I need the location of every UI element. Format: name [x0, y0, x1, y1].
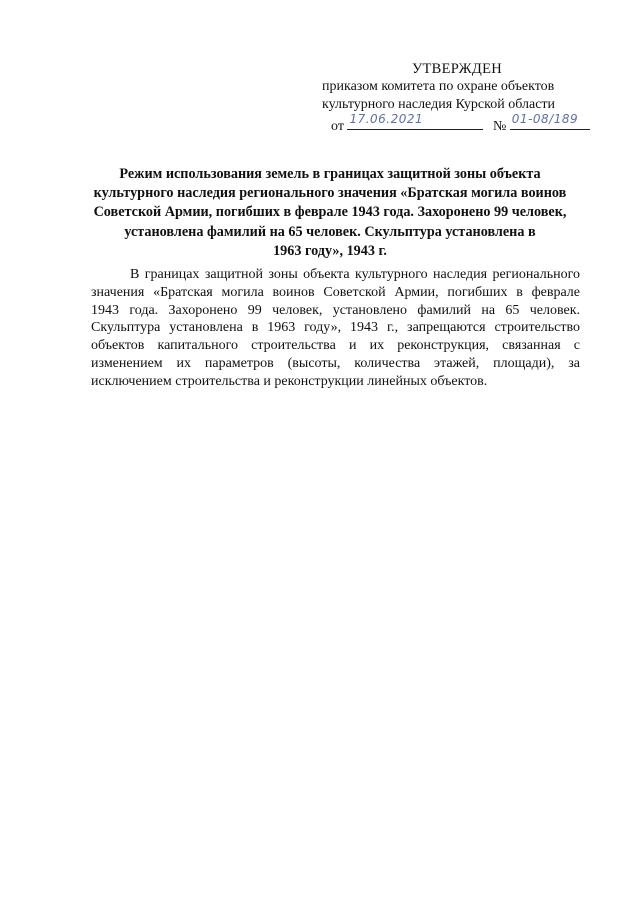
title-line: Советской Армии, погибших в феврале 1943 года. Захоронено 99 человек, [93, 204, 567, 221]
handwritten-date: 17.06.2021 [349, 112, 424, 126]
date-field [347, 114, 483, 130]
body-line: изменением их параметров (высоты, количества этажей, площади), за [91, 355, 580, 371]
body-line: 1943 года. Захоронено 99 человек, установлено фамилий на 65 человек. [91, 302, 580, 318]
title-line: 1963 году», 1943 г. [273, 242, 387, 259]
approval-committee-line: культурного наследия Курской области [322, 97, 556, 112]
body-line: В границах защитной зоны объекта культурного наследия регионального [130, 267, 580, 282]
body-line: исключением строительства и реконструкции линейных объектов. [91, 373, 488, 389]
body-paragraph [91, 266, 580, 391]
approval-order-line: приказом комитета по охране объектов [322, 79, 555, 94]
body-line: объектов капитального строительства и их реконструкция, связанная с [91, 338, 580, 354]
approval-title: УТВЕРЖДЕН [411, 61, 503, 77]
number-field [510, 114, 590, 130]
body-line: значения «Братская могила воинов Советской Армии, погибших в феврале [91, 284, 580, 300]
title-line: культурного наследия регионального значения «Братская могила воинов [93, 185, 567, 202]
body-line: Скульптура установлена в 1963 году», 1943 г., запрещаются строительство [91, 320, 580, 336]
number-label: № [492, 119, 507, 134]
date-label: от [331, 119, 344, 134]
handwritten-number: 01-08/189 [511, 112, 579, 126]
title-line: установлена фамилий на 65 человек. Скульптура установлена в [124, 223, 536, 240]
approval-block [322, 60, 592, 134]
title-line: Режим использования земель в границах защитной зоны объекта [119, 166, 541, 182]
approval-signature-line [331, 114, 592, 134]
document-title [70, 165, 590, 261]
